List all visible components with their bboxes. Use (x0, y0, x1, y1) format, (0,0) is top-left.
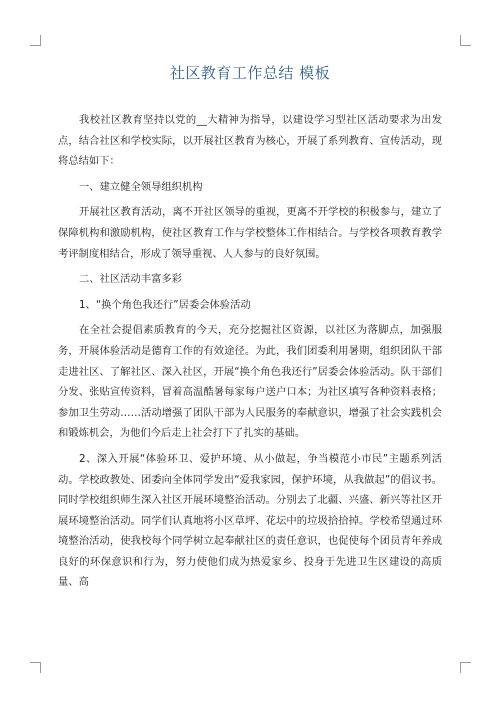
subsection-heading-1: 1、“换个角色我还行”居委会体验活动 (79, 298, 251, 311)
page-corner-mark-top-right (460, 35, 471, 46)
body-paragraph: 在全社会提倡素质教育的今天，充分挖掘社区资源，以社区为落脚点，加强服务，开展体验活动是德育工作的有效途径。为此，我们团委利用暑期，组织团队干部走进社区、了解社区、深入社区，开展“换个角色我还行”居委会体验活动。队干部们分发、张贴宣传资料，冒着高温酷暑每家每户送户口本；为社区填写各种资料表格；参加卫生劳动……活动增强了团队干部为人民服务的奉献意识，增强了社会实践机会和锻炼机会，为他们今后走上社会打下了扎实的基础。 (58, 324, 442, 440)
intro-paragraph: 我校社区教育坚持以党的__大精神为指导，以建设学习型社区活动要求为出发点，结合社区和学校实际，以开展社区教育为核心，开展了系列教育、宣传活动，现将总结如下： (58, 114, 442, 168)
document-body (58, 110, 442, 593)
section-heading-2: 二、社区活动丰富多彩 (79, 273, 182, 286)
subsection-paragraph-2: 2、深入开展“体验环卫、爱护环境、从小做起，争当模范小市民”主题系列活动。学校政教处、团委向全体同学发出“爱我家园，保护环境，从我做起”的倡议书。同时学校组织师生深入社区开展环境整治活动。分别去了北疆、兴盛、新兴等社区开展环境整治活动。同学们认真地将小区草坪、花坛中的垃圾拾拾掉。学校希望通过环境整治活动，使我校每个同学树立起奉献社区的责任意识，也促使每个团员青年养成良好的环保意识和行为，努力使他们成为热爱家乡、投身于先进卫生区建设的高质量、高 (58, 452, 442, 589)
section-heading-1: 一、建立健全领导组织机构 (79, 180, 203, 193)
page-corner-mark-bottom-left (30, 662, 41, 673)
document-title: 社区教育工作总结 模板 (169, 64, 331, 82)
body-paragraph: 开展社区教育活动，离不开社区领导的重视，更离不开学校的积极参与，建立了保障机构和激励机构，使社区教育工作与学校整体工作相结合。与学校各项教育教学考评制度相结合，形成了领导重视、人人参与的良好氛围。 (58, 206, 442, 260)
page-corner-mark-bottom-right (460, 662, 471, 673)
page-corner-mark-top-left (30, 35, 41, 46)
